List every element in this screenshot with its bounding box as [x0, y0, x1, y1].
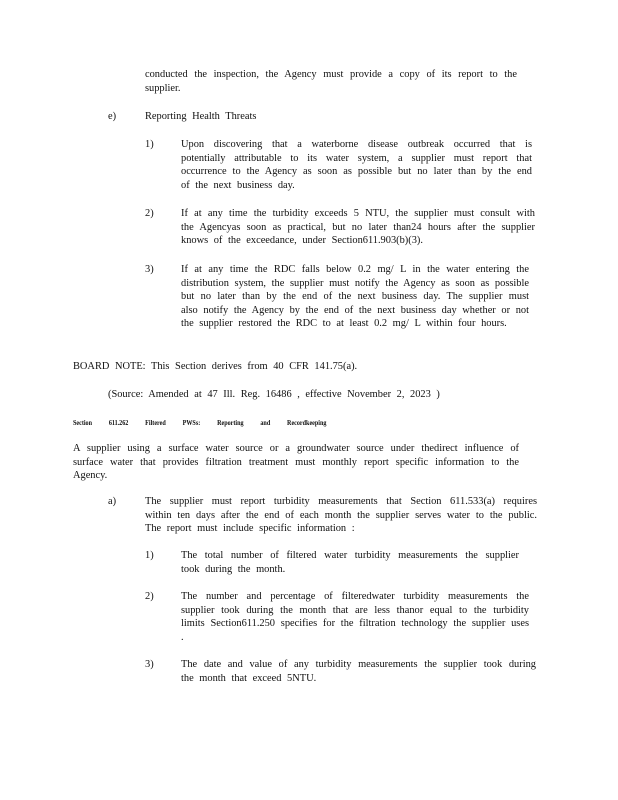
item-a3-label: 3)	[145, 659, 154, 670]
item-a2-label: 2)	[145, 591, 154, 602]
intro-paragraph: A supplier using a surface water source or a groundwater source under thedirect influence of surface water that provides filtration treatment must monthly report specific information to the Agency.	[73, 443, 519, 482]
item-e1-text: Upon discovering that a waterborne disease outbreak occurred that is potentially attributable to its water system, a supplier must report that occurrence to the Agency as soon as possible but no later than by the end of the next business day.	[181, 139, 532, 191]
board-note: BOARD NOTE: This Section derives from 40 CFR 141.75(a).	[73, 361, 358, 372]
item-a3-text: The date and value of any turbidity measurements the supplier took during the month that exceed 5NTU.	[181, 659, 536, 684]
subsection-a-label: a)	[108, 496, 117, 507]
subsection-e-label: e)	[108, 111, 117, 122]
item-e3-label: 3)	[145, 264, 154, 275]
item-e3-text: If at any time the RDC falls below 0.2 mg/ L in the water entering the distribution system, the supplier must notify the Agency as soon as possible but no later than by the end of the next business day. The supplier must also notify the Agency by the end of the next business day whether or not the supplier restored the RDC to at least 0.2 mg/ L within four hours.	[181, 264, 529, 330]
item-a1-label: 1)	[145, 550, 154, 561]
item-e2-text: If at any time the turbidity exceeds 5 NTU, the supplier must consult with the Agencyas soon as practical, but no later than24 hours after the supplier knows of the exceedance, under Section611.903(b)(3).	[181, 208, 535, 247]
subsection-e-title: Reporting Health Threats	[145, 111, 257, 122]
item-e1-label: 1)	[145, 139, 154, 150]
item-a2-text: The number and percentage of filteredwater turbidity measurements the supplier took during the month that are less thanor equal to the turbidity limits Section611.250 specifies for the filtration technology the supplier uses .	[181, 591, 529, 643]
source-note: (Source: Amended at 47 Ill. Reg. 16486 , effective November 2, 2023 )	[108, 389, 440, 400]
item-a1-text: The total number of filtered water turbidity measurements the supplier took during the month.	[181, 550, 519, 575]
item-e2-label: 2)	[145, 208, 154, 219]
section-heading: Section 611.262 Filtered PWSs: Reporting and Recordkeeping	[73, 419, 327, 427]
subsection-a-text: The supplier must report turbidity measurements that Section 611.533(a) requires within ten days after the end of each month the supplier serves water to the public. The report must include specific information :	[145, 496, 537, 535]
continuation-paragraph: conducted the inspection, the Agency must provide a copy of its report to the supplier.	[145, 69, 517, 94]
